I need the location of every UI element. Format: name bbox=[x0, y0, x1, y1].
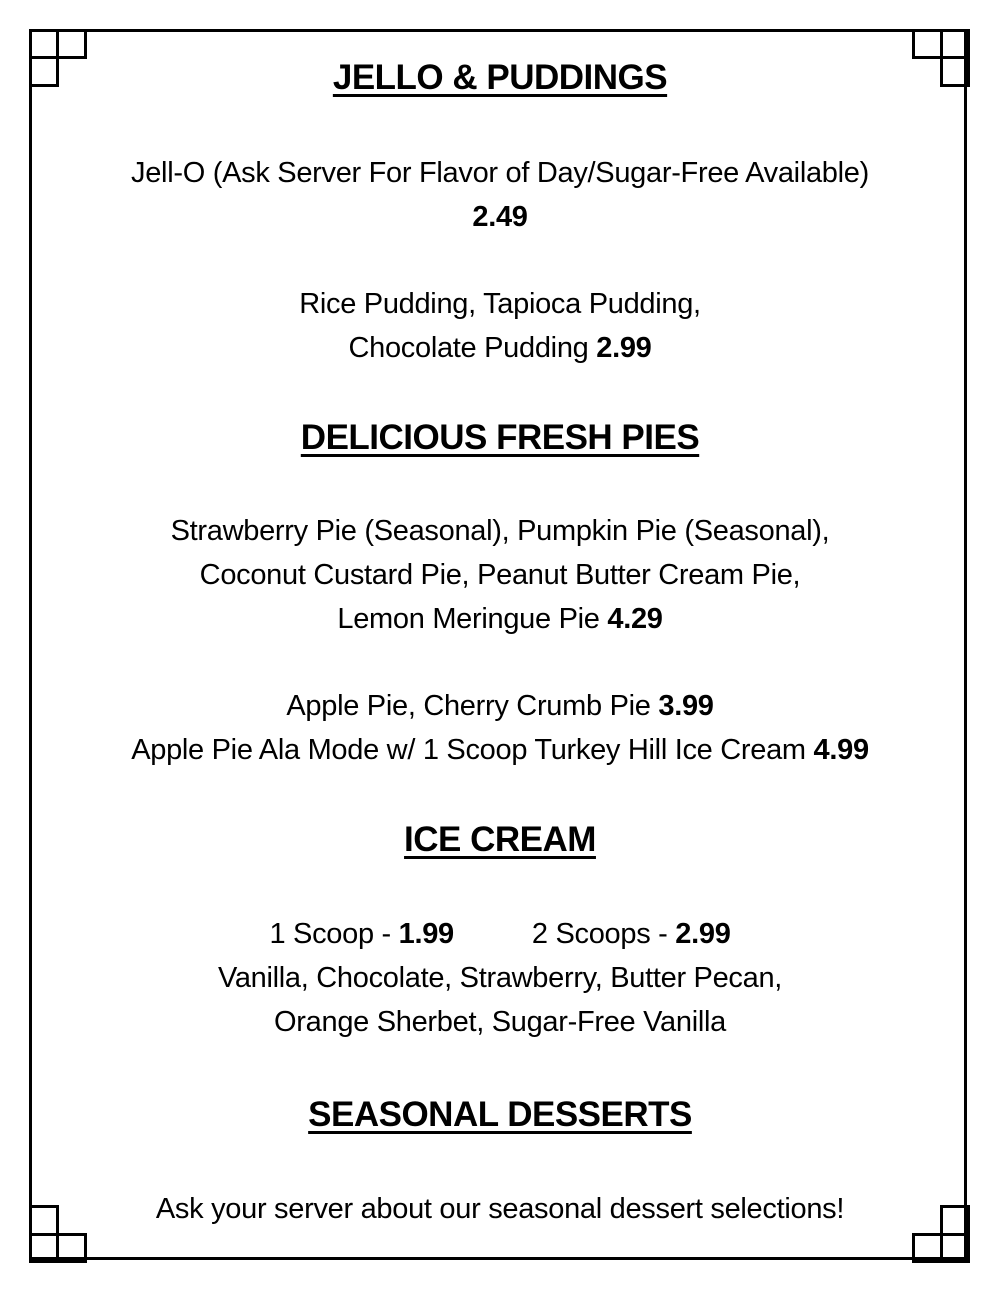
price-value: 1.99 bbox=[398, 918, 454, 950]
item-text: Lemon Meringue Pie bbox=[337, 603, 608, 635]
price-value: 2.99 bbox=[675, 918, 731, 950]
one-scoop-label: 1 Scoop - bbox=[269, 918, 399, 950]
item-pies-line2: Coconut Custard Pie, Peanut Butter Cream Pie, bbox=[199, 559, 801, 591]
seasonal-note: Ask your server about our seasonal dessert selections! bbox=[155, 1193, 845, 1225]
price-value: 4.29 bbox=[607, 603, 663, 635]
item-text: Apple Pie, Cherry Crumb Pie bbox=[286, 690, 659, 722]
item-puddings-line1: Rice Pudding, Tapioca Pudding, bbox=[299, 288, 701, 320]
price-value: 2.99 bbox=[596, 332, 652, 364]
item-pies-line1: Strawberry Pie (Seasonal), Pumpkin Pie (Seasonal), bbox=[170, 515, 830, 547]
ice-cream-flavors-line1: Vanilla, Chocolate, Strawberry, Butter Pecan, bbox=[217, 962, 783, 994]
heading-ice-cream: ICE CREAM bbox=[404, 820, 596, 859]
item-ice-cream-scoops bbox=[40, 912, 960, 956]
item-apple-pie bbox=[40, 684, 960, 728]
ice-cream-flavors-line2: Orange Sherbet, Sugar-Free Vanilla bbox=[274, 1006, 726, 1038]
price-value: 3.99 bbox=[658, 690, 714, 722]
item-jello: Jell-O (Ask Server For Flavor of Day/Sugar-Free Available) bbox=[131, 157, 869, 189]
item-text: Apple Pie Ala Mode w/ 1 Scoop Turkey Hill Ice Cream bbox=[131, 734, 814, 766]
heading-fresh-pies: DELICIOUS FRESH PIES bbox=[300, 418, 700, 457]
price-jello bbox=[40, 195, 960, 239]
item-pies-line3 bbox=[40, 597, 960, 641]
heading-seasonal-desserts: SEASONAL DESSERTS bbox=[308, 1095, 692, 1134]
item-text: Chocolate Pudding bbox=[348, 332, 597, 364]
price-value: 2.49 bbox=[472, 201, 528, 233]
item-apple-pie-ala-mode bbox=[40, 728, 960, 772]
two-scoops-label: 2 Scoops - bbox=[531, 918, 676, 950]
heading-jello-puddings: JELLO & PUDDINGS bbox=[332, 58, 668, 97]
item-puddings-line2 bbox=[40, 326, 960, 370]
price-value: 4.99 bbox=[813, 734, 869, 766]
